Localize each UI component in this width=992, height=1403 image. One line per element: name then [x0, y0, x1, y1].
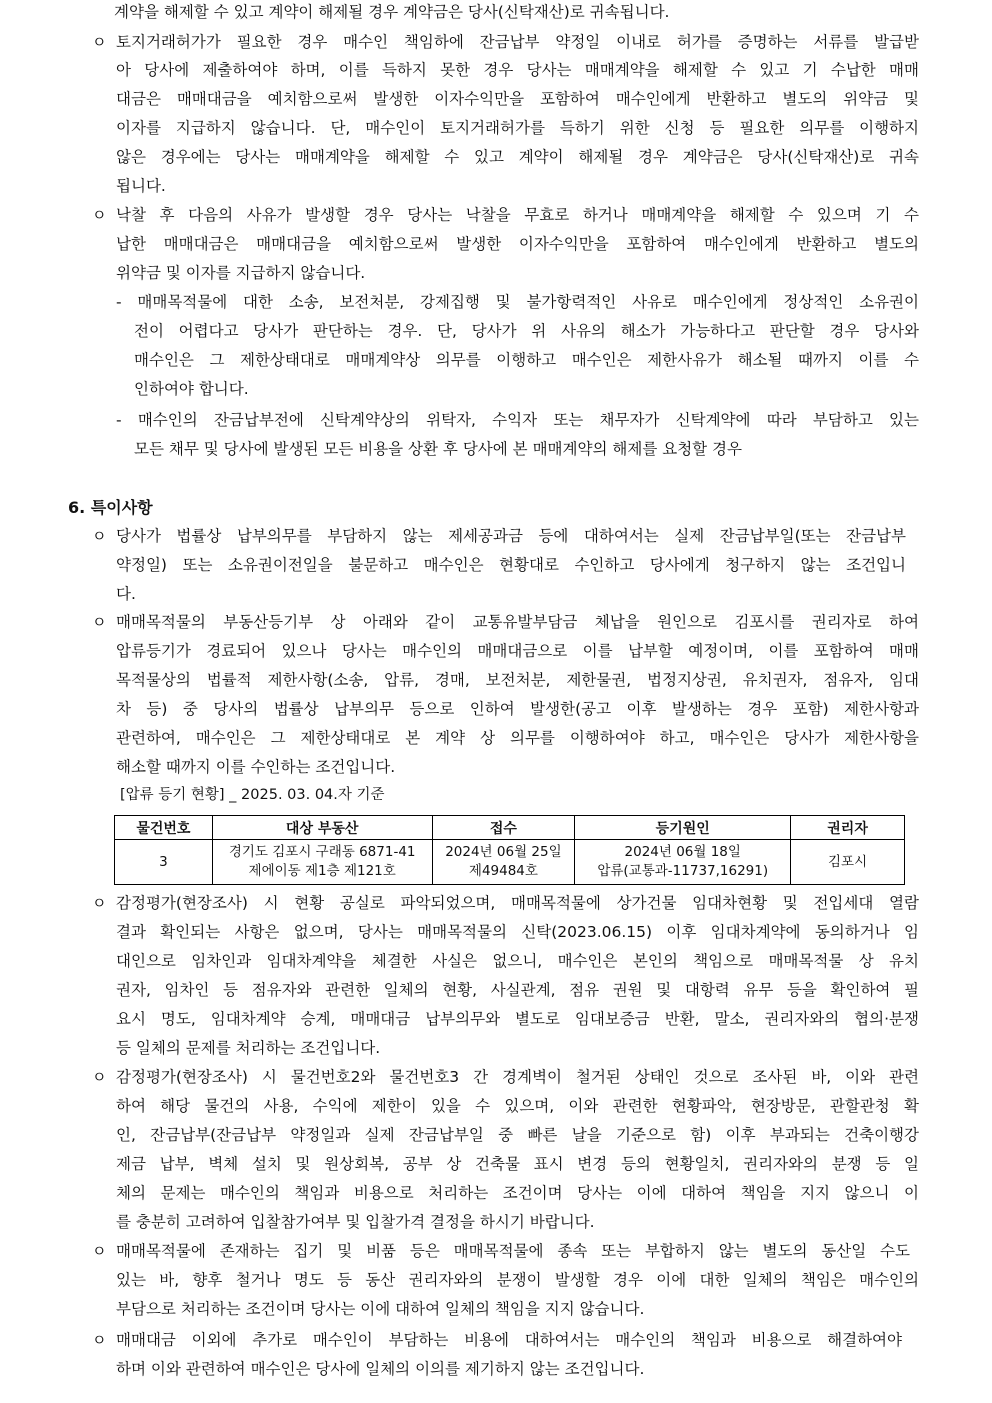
paragraph-line: 관련하여, 매수인은 그 제한상태대로 본 계약 상 의무를 이행하여야 하고, 매수인은 당사가 제한사항을: [116, 729, 919, 747]
holder-cell: 김포시: [791, 840, 905, 885]
cause-date: 2024년 06월 18일: [624, 844, 741, 860]
bullet-marker: ㅇ: [92, 1068, 107, 1086]
paragraph-line: 이자를 지급하지 않습니다. 단, 매수인이 토지거래허가를 득하기 위한 신청 등 필요한 의무를 이행하지: [116, 119, 919, 137]
paragraph-line: 매매목적물에 존재하는 집기 및 비품 등은 매매목적물에 종속 또는 부합하지 않는 별도의 동산일 수도: [116, 1242, 910, 1260]
property-address: 경기도 김포시 구래동 6871-41: [228, 844, 416, 860]
paragraph-line: 계약을 해제할 수 있고 계약이 해제될 경우 계약금은 당사(신탁재산)로 귀속됩니다.: [114, 3, 670, 21]
paragraph-line: 토지거래허가가 필요한 경우 매수인 책임하에 잔금납부 약정일 이내로 허가를 증명하는 서류를 발급받: [116, 33, 919, 51]
paragraph-line: 등 일체의 문제를 처리하는 조건입니다.: [116, 1039, 381, 1057]
seizure-status-caption: [압류 등기 현황] _ 2025. 03. 04.자 기준: [120, 787, 385, 803]
bullet-marker: ㅇ: [92, 527, 107, 545]
bullet-marker: ㅇ: [92, 1331, 107, 1349]
paragraph-line: 아 당사에 제출하여야 하며, 이를 득하지 못한 경우 당사는 매매계약을 해제할 수 있고 기 수납한 매매: [116, 61, 919, 79]
bullet-marker: ㅇ: [92, 1242, 107, 1260]
paragraph-line: 해소할 때까지 이를 수인하는 조건입니다.: [116, 758, 396, 776]
column-header: 권리자: [791, 816, 905, 840]
table-header-row: [115, 816, 905, 840]
column-header: 물건번호: [115, 816, 213, 840]
paragraph-line: 하여 해당 물건의 사용, 수익에 제한이 있을 수 있으며, 이와 관련한 현황파악, 현장방문, 관할관청 확: [116, 1097, 919, 1115]
paragraph-line: 결과 확인되는 사항은 없으며, 당사는 매매목적물의 신탁(2023.06.15) 이후 임대차계약에 동의하거나 임: [116, 923, 919, 941]
paragraph-line: 납한 매매대금은 매매대금을 예치함으로써 발생한 이자수익만을 포함하여 매수인에게 반환하고 별도의: [116, 235, 919, 253]
paragraph-line: 매매목적물의 부동산등기부 상 아래와 같이 교통유발부담금 체납을 원인으로 김포시를 권리자로 하여: [116, 613, 919, 631]
paragraph-line: 약정일) 또는 소유권이전일을 불문하고 매수인은 현황대로 수인하고 당사에게 청구하지 않는 조건입니: [116, 556, 906, 574]
table-row: [115, 840, 905, 885]
paragraph-line: 인, 잔금납부(잔금납부 약정일과 실제 잔금납부일 중 빠른 날을 기준으로 함) 이후 부과되는 건축이행강: [116, 1126, 919, 1144]
property-unit: 제에이동 제1층 제121호: [248, 863, 396, 879]
paragraph-line: 체의 문제는 매수인의 책임과 비용으로 처리하는 조건이며 당사는 이에 대하여 책임을 지지 않으니 이: [116, 1184, 919, 1202]
bullet-marker: ㅇ: [92, 206, 107, 224]
seizure-registration-table: [114, 815, 905, 885]
column-header: 등기원인: [575, 816, 791, 840]
paragraph-line: 압류등기가 경료되어 있으나 당사는 매수인의 매매대금으로 이를 납부할 예정이며, 이를 포함하여 매매: [116, 642, 919, 660]
cause-detail: 압류(교통과-11737,16291): [597, 863, 769, 879]
paragraph-line: 위약금 및 이자를 지급하지 않습니다.: [116, 264, 366, 282]
property-cell: [212, 840, 432, 885]
column-header: 대상 부동산: [212, 816, 432, 840]
paragraph-line: 매매대금 이외에 추가로 매수인이 부담하는 비용에 대하여서는 매수인의 책임과 비용으로 해결하여야: [116, 1331, 902, 1349]
paragraph-line: 대인으로 임차인과 임대차계약을 체결한 사실은 없으니, 매수인은 본인의 책임으로 매매목적물 상 유치: [116, 952, 919, 970]
paragraph-line: 다.: [116, 585, 136, 603]
paragraph-line: 당사가 법률상 납부의무를 부담하지 않는 제세공과금 등에 대하여서는 실제 잔금납부일(또는 잔금납부: [116, 527, 906, 545]
paragraph-line: 목적물상의 법률적 제한사항(소송, 압류, 경매, 보전처분, 제한물권, 법정지상권, 유치권자, 점유자, 임대: [116, 671, 919, 689]
bullet-marker: ㅇ: [92, 33, 107, 51]
paragraph-line: 됩니다.: [116, 177, 166, 195]
paragraph-line: 권자, 임차인 등 점유자와 관련한 일체의 현황, 사실관계, 점유 권원 및 대항력 유무 등을 확인하여 필: [116, 981, 919, 999]
paragraph-line: 감정평가(현장조사) 시 현황 공실로 파악되었으며, 매매목적물에 상가건물 임대차현황 및 전입세대 열람: [116, 894, 919, 912]
paragraph-line: 를 충분히 고려하여 입찰참가여부 및 입찰가격 결정을 하시기 바랍니다.: [116, 1213, 595, 1231]
paragraph-line: 제금 납부, 벽체 설치 및 원상회복, 공부 상 건축물 표시 변경 등의 현황일치, 권리자와의 분쟁 등 일: [116, 1155, 919, 1173]
receipt-date: 2024년 06월 25일: [445, 844, 562, 860]
cause-cell: [575, 840, 791, 885]
paragraph-line: 요시 명도, 임대차계약 승계, 매매대금 납부의무와 별도로 임대보증금 반환, 말소, 권리자와의 협의·분쟁: [116, 1010, 919, 1028]
paragraph-line: 대금은 매매대금을 예치함으로써 발생한 이자수익만을 포함하여 매수인에게 반환하고 별도의 위약금 및: [116, 90, 919, 108]
sub-item-line: 모든 채무 및 당사에 발생된 모든 비용을 상환 후 당사에 본 매매계약의 해제를 요청할 경우: [134, 440, 743, 458]
paragraph-line: 차 등) 중 당사의 법률상 납부의무 등으로 인하여 발생한(공고 이후 발생하는 경우 포함) 제한사항과: [116, 700, 919, 718]
sub-item-line: 매수인은 그 제한상태대로 매매계약상 의무를 이행하고 매수인은 제한사유가 해소될 때까지 이를 수: [134, 351, 919, 369]
paragraph-line: 감정평가(현장조사) 시 물건번호2와 물건번호3 간 경계벽이 철거된 상태인 것으로 조사된 바, 이와 관련: [116, 1068, 919, 1086]
item-number-cell: 3: [115, 840, 213, 885]
receipt-number: 제49484호: [468, 863, 538, 879]
bullet-marker: ㅇ: [92, 894, 107, 912]
sub-item-line: - 매수인의 잔금납부전에 신탁계약상의 위탁자, 수익자 또는 채무자가 신탁계약에 따라 부담하고 있는: [116, 411, 919, 429]
paragraph-line: 부담으로 처리하는 조건이며 당사는 이에 대하여 일체의 책임을 지지 않습니다.: [116, 1300, 645, 1318]
section-heading: 6. 특이사항: [68, 498, 153, 517]
paragraph-line: 낙찰 후 다음의 사유가 발생할 경우 당사는 낙찰을 무효로 하거나 매매계약을 해제할 수 있으며 기 수: [116, 206, 919, 224]
bullet-marker: ㅇ: [92, 613, 107, 631]
sub-item-line: 전이 어렵다고 당사가 판단하는 경우. 단, 당사가 위 사유의 해소가 가능하다고 판단할 경우 당사와: [134, 322, 919, 340]
receipt-cell: [432, 840, 575, 885]
paragraph-line: 있는 바, 향후 철거나 명도 등 동산 권리자와의 분쟁이 발생할 경우 이에 대한 일체의 책임은 매수인의: [116, 1271, 919, 1289]
paragraph-line: 않은 경우에는 당사는 매매계약을 해제할 수 있고 계약이 해제될 경우 계약금은 당사(신탁재산)로 귀속: [116, 148, 919, 166]
column-header: 접수: [432, 816, 575, 840]
sub-item-line: 인하여야 합니다.: [134, 380, 249, 398]
sub-item-line: - 매매목적물에 대한 소송, 보전처분, 강제집행 및 불가항력적인 사유로 매수인에게 정상적인 소유권이: [116, 293, 919, 311]
paragraph-line: 하며 이와 관련하여 매수인은 당사에 일체의 이의를 제기하지 않는 조건입니다.: [116, 1360, 645, 1378]
